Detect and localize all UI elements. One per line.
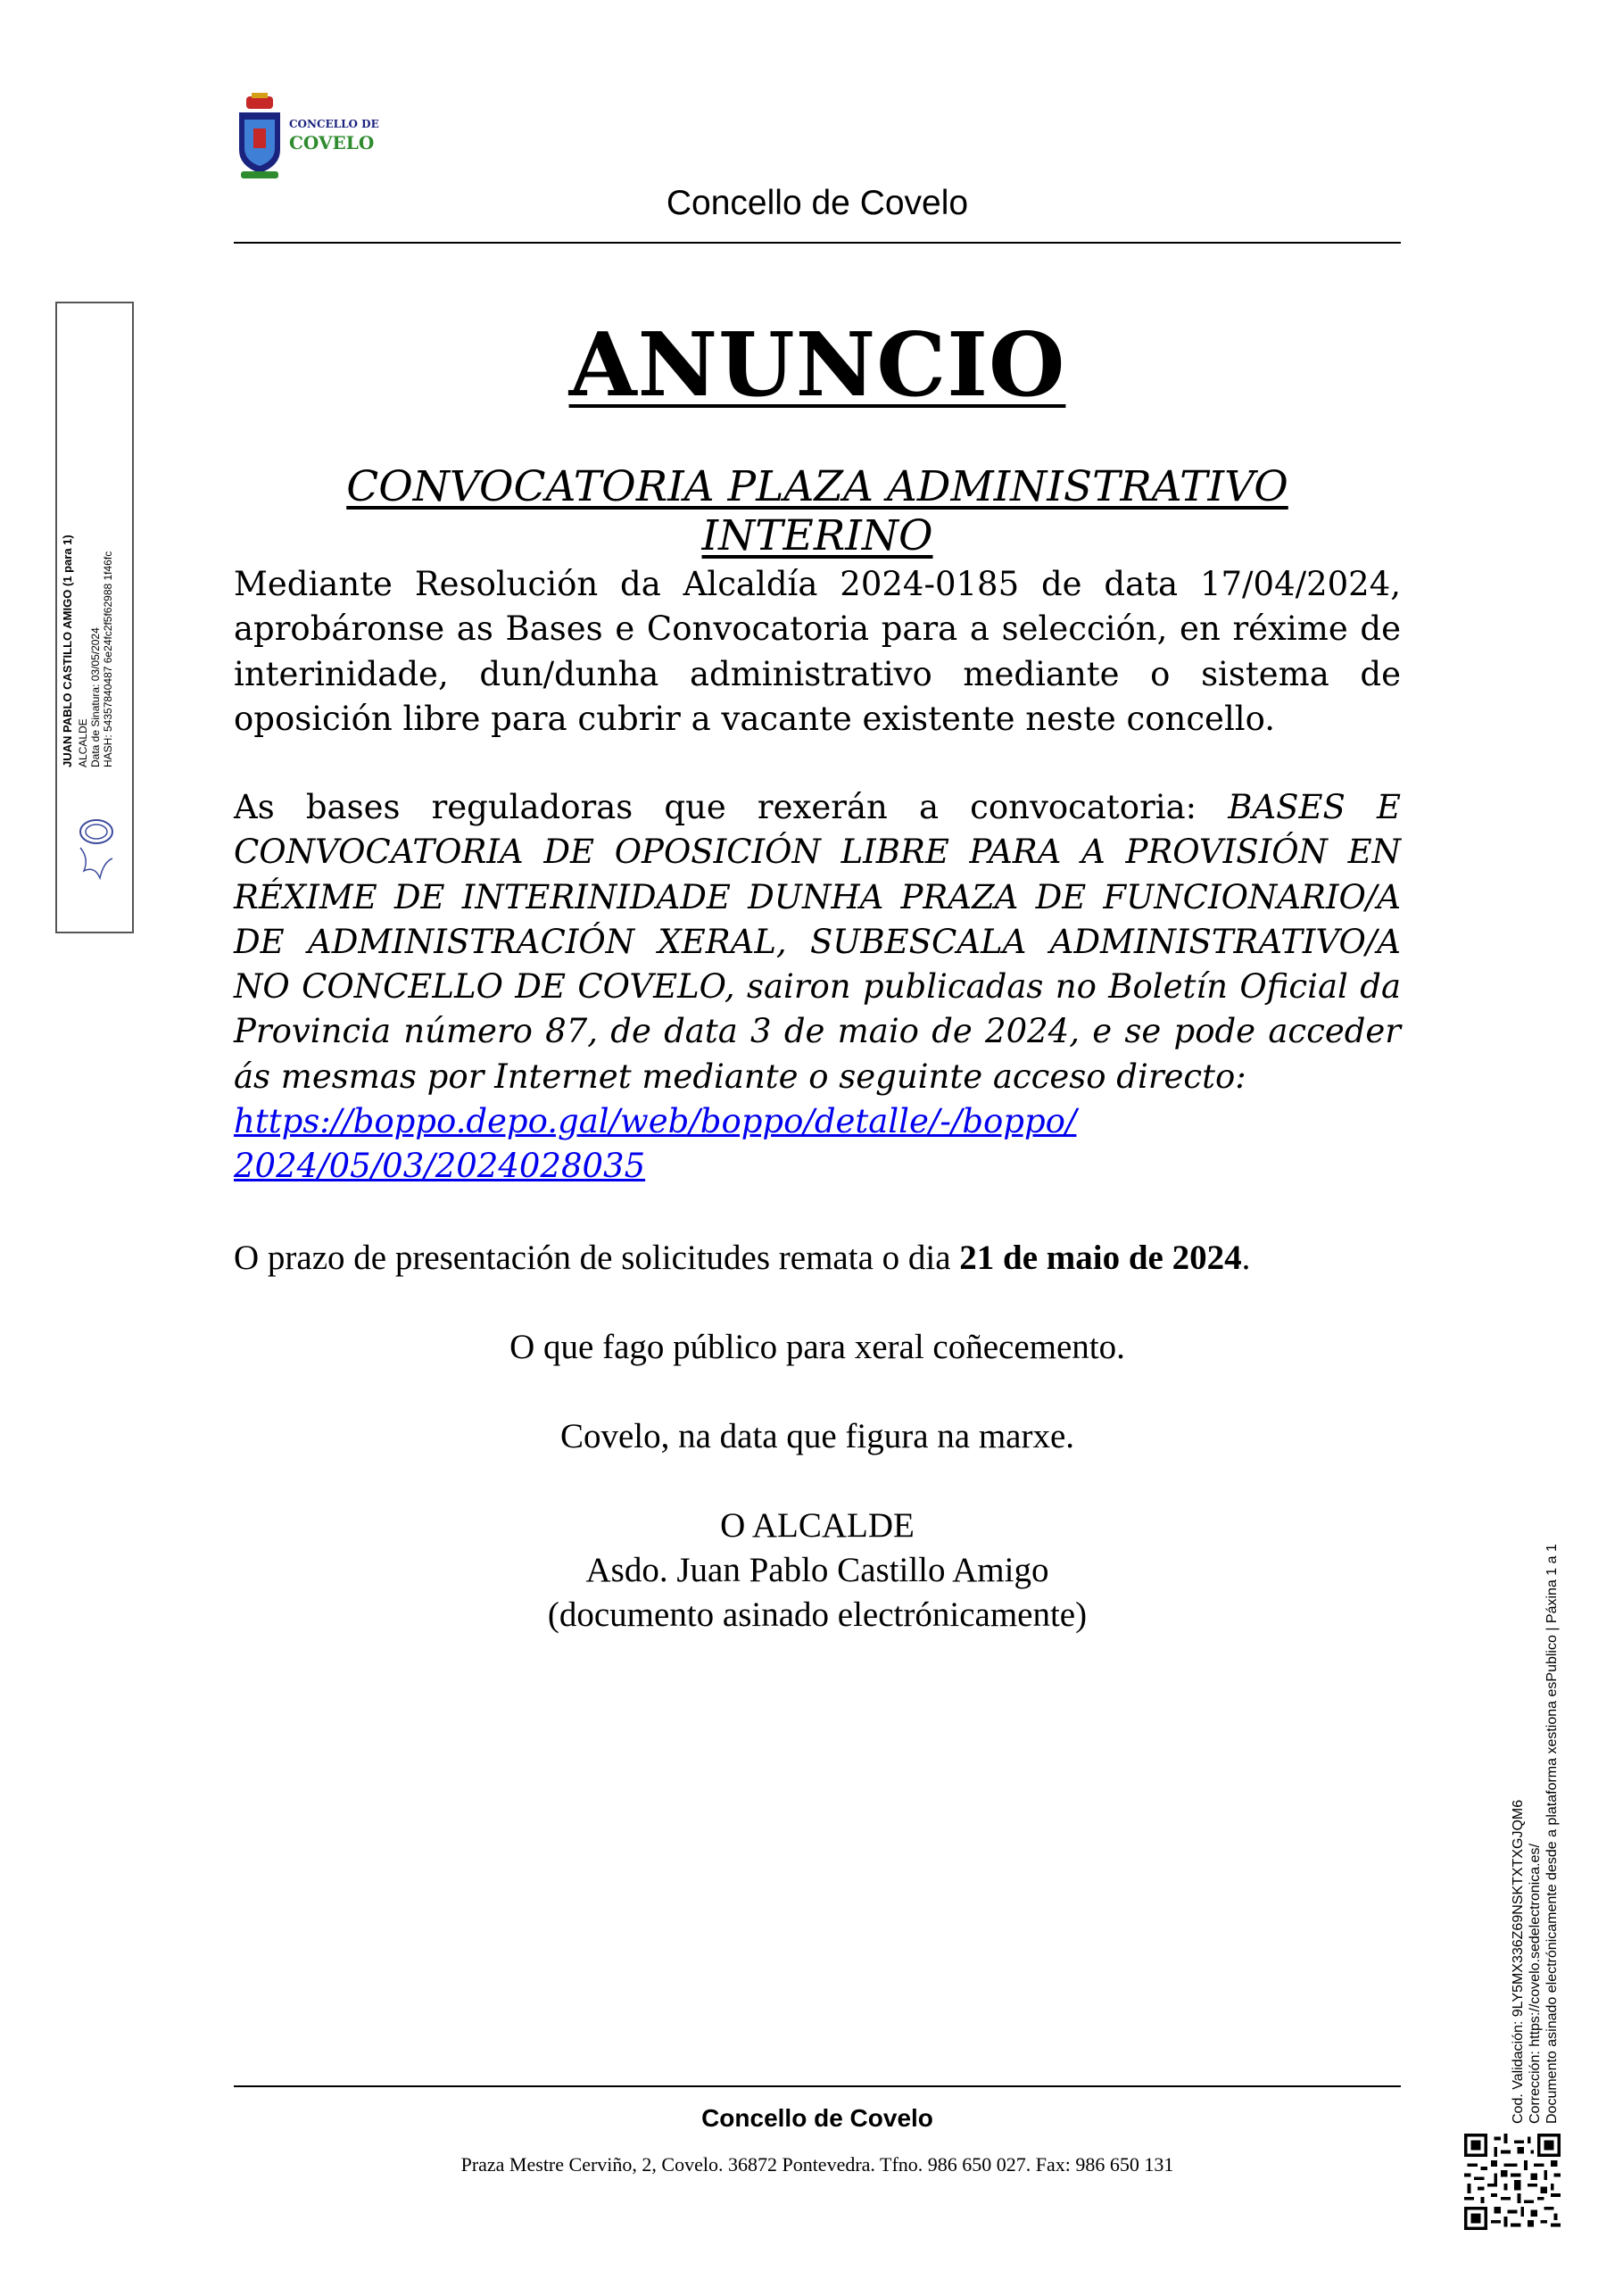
bases-title-italic: BASES E CONVOCATORIA DE OPOSICIÓN LIBRE PARA A PROVISIÓN EN RÉXIME DE INTERINIDADE DUNHA PRAZA DE FUNCIONARIO/A DE ADMINISTRACIÓN XERAL, SUBESCALA ADMINISTRATIVO/A NO CONCELLO DE COVELO, sairon publicadas no Boletín Oficial da Provincia número 87, de data 3 de maio de 2024, e se pode acceder ás mesmas por Internet mediante o seguinte acceso directo:: [234, 788, 1401, 1096]
signer-role: O ALCALDE: [720, 1506, 915, 1545]
boppo-link-line2[interactable]: 2024/05/03/2024028035: [234, 1147, 646, 1186]
logo-text-bottom: COVELO: [289, 132, 375, 153]
concello-logo: [234, 93, 385, 182]
footer-address: Praza Mestre Cerviño, 2, Covelo. 36872 Pontevedra. Tfno. 986 650 027. Fax: 986 650 131: [460, 2153, 1174, 2176]
validation-url: Corrección: https://covelo.sedelectronica.es/: [1528, 1844, 1543, 2124]
validation-code: Cod. Validación: 9LY5MX336Z69NSKTXTXGJQM6: [1511, 1799, 1526, 2124]
document-title: ANUNCIO: [568, 314, 1066, 417]
coat-of-arms-icon: [234, 93, 287, 180]
paragraph-resolution: Mediante Resolución da Alcaldía 2024-0185 de data 17/04/2024, aprobáronse as Bases e Convocatoria para a selección, en réxime de interinidade, dun/dunha administrativo mediante o sistema de oposición libre para cubrir a vacante existente neste concello.: [234, 565, 1401, 738]
deadline-paragraph: [234, 1236, 1401, 1281]
logo-text-top: CONCELLO DE: [289, 118, 379, 130]
header-divider: [234, 242, 1401, 244]
signature-note: (documento asinado electrónicamente): [547, 1596, 1088, 1634]
signer-info-role: ALCALDE: [77, 718, 89, 767]
footer-divider: [234, 2085, 1401, 2087]
paragraph-bases: [234, 785, 1401, 1189]
signer-info-details: [77, 551, 114, 767]
signer-info-date: Data de Sinatura: 03/05/2024: [89, 627, 102, 767]
official-seal-icon: [71, 812, 118, 883]
qr-code-icon: [1464, 2134, 1561, 2230]
signature-block: [234, 1504, 1401, 1637]
signer-info-hash: HASH: 54357840487 6e24fc2f5f62988 1f46fc: [102, 551, 114, 767]
deadline-date: 21 de maio de 2024: [959, 1239, 1242, 1277]
document-subtitle: CONVOCATORIA PLAZA ADMINISTRATIVO INTERINO: [346, 462, 1288, 560]
deadline-text: O prazo de presentación de solicitudes remata o dia: [234, 1239, 960, 1277]
deadline-end: .: [1241, 1239, 1251, 1277]
public-notice: O que fago público para xeral coñecemento.: [509, 1328, 1125, 1366]
footer-title: Concello de Covelo: [701, 2104, 933, 2132]
signer-name: Asdo. Juan Pablo Castillo Amigo: [585, 1551, 1049, 1589]
boppo-link-line1[interactable]: https://boppo.depo.gal/web/boppo/detalle/-/boppo/: [234, 1102, 1077, 1141]
signer-info-name: JUAN PABLO CASTILLO AMIGO (1 para 1): [61, 535, 74, 767]
header-title: Concello de Covelo: [666, 184, 969, 222]
place-date: Covelo, na data que figura na marxe.: [559, 1417, 1075, 1455]
bases-intro: As bases reguladoras que rexerán a convocatoria:: [234, 788, 1229, 826]
validation-platform: Documento asinado electrónicamente desde a plataforma xestiona esPublico | Páxina 1 a 1: [1544, 1544, 1560, 2124]
